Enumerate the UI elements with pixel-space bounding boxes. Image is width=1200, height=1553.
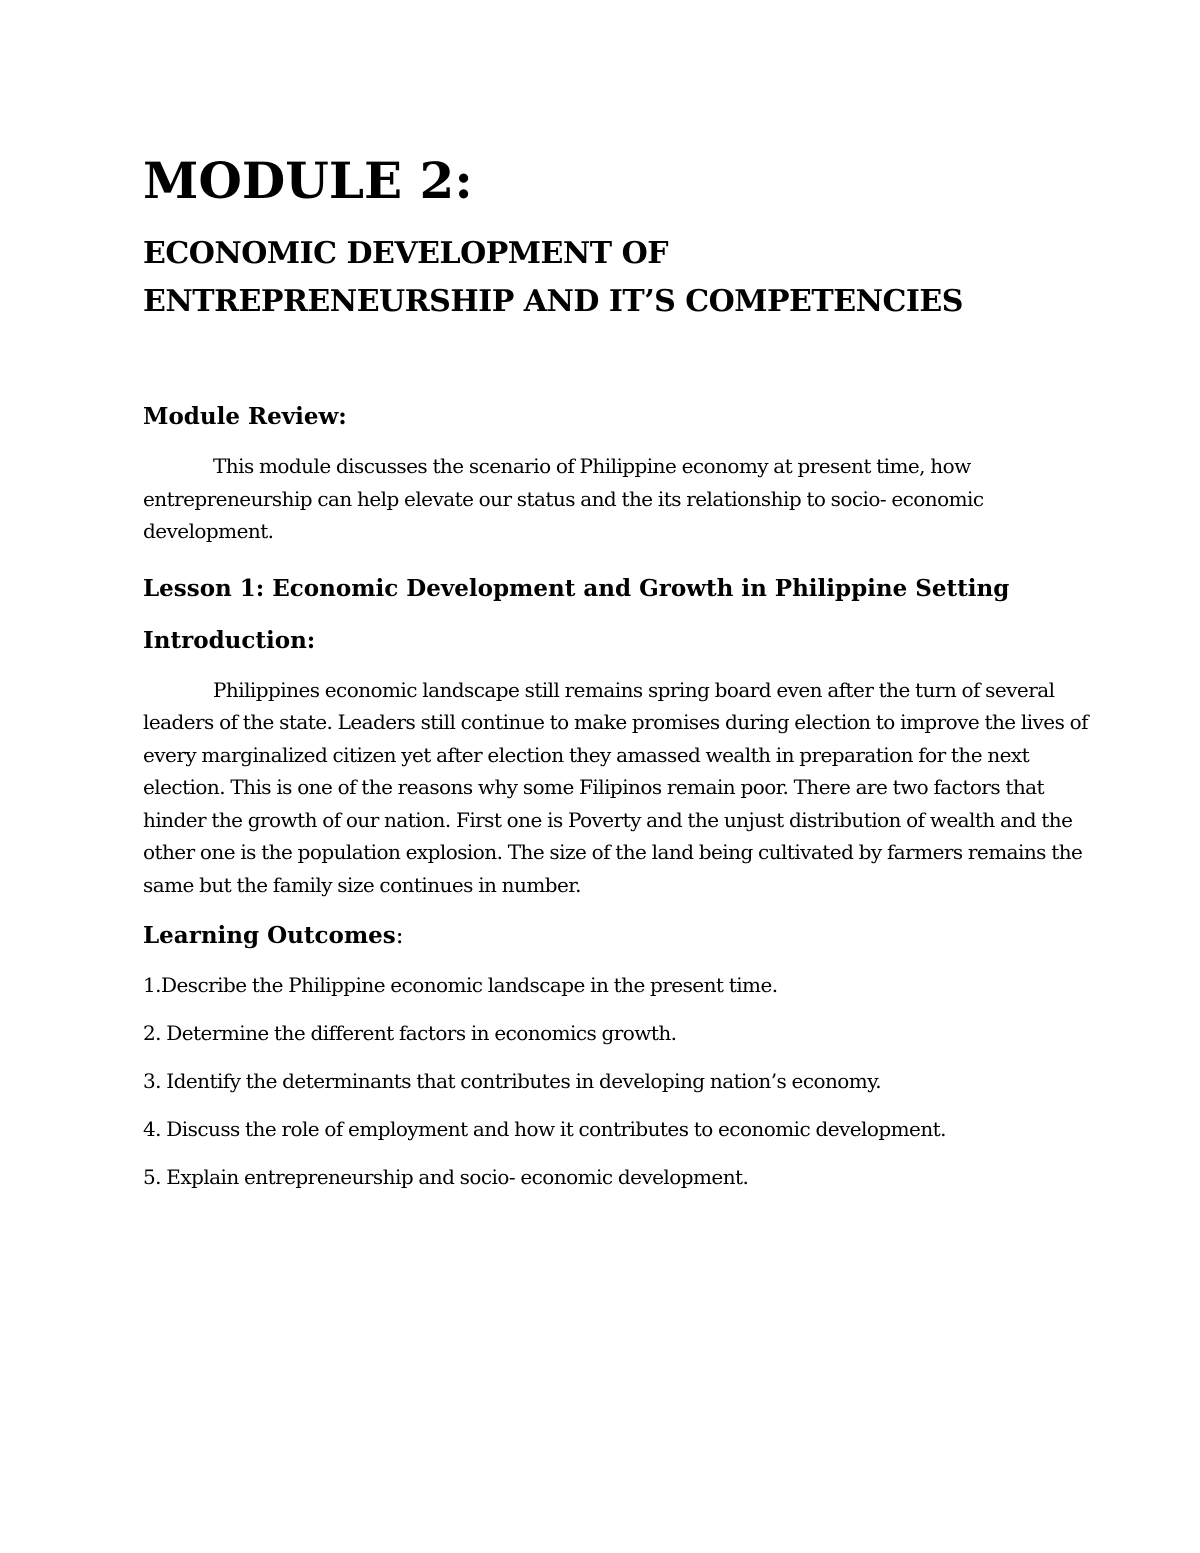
learning-outcomes-heading-colon: : [395, 923, 404, 949]
module-review-paragraph: This module discusses the scenario of Philippine economy at present time, how entrepreneurship can help elevate our status and the its relationship to socio- economic development. [143, 454, 984, 543]
introduction-paragraph: Philippines economic landscape still remains spring board even after the turn of several leaders of the state. Leaders still continue to make promises during election to improve the lives of every marginalized citizen yet after election they amassed wealth in preparation for the next election. This is one of the reasons why some Filipinos remain poor. There are two factors that hinder the growth of our nation. First one is Poverty and the unjust distribution of wealth and the other one is the population explosion. The size of the land being cultivated by farmers remains the same but the family size continues in number. [143, 677, 1088, 897]
document-body [143, 150, 1103, 1191]
module-title: MODULE 2: [143, 151, 473, 210]
module-subtitle-line2: ENTREPRENEURSHIP AND IT’S COMPETENCIES [143, 284, 963, 319]
module-review-heading: Module Review: [143, 403, 347, 430]
learning-outcome-item: 3. Identify the determinants that contributes in developing nation’s economy. [143, 1069, 882, 1093]
learning-outcome-item: 1.Describe the Philippine economic landscape in the present time. [143, 973, 778, 997]
lesson-heading: Lesson 1: Economic Development and Growth in Philippine Setting [143, 574, 1010, 602]
learning-outcome-item: 2. Determine the different factors in economics growth. [143, 1021, 677, 1045]
learning-outcomes-heading-text: Learning Outcomes [143, 922, 396, 949]
learning-outcome-item: 5. Explain entrepreneurship and socio- economic development. [143, 1165, 749, 1189]
learning-outcomes-list [143, 971, 1103, 1191]
learning-outcomes-heading [143, 921, 1103, 951]
module-subtitle-line1: ECONOMIC DEVELOPMENT OF [143, 236, 668, 271]
learning-outcome-item: 4. Discuss the role of employment and how it contributes to economic development. [143, 1117, 946, 1141]
module-subtitle [143, 230, 1103, 326]
introduction-heading: Introduction: [143, 626, 316, 654]
